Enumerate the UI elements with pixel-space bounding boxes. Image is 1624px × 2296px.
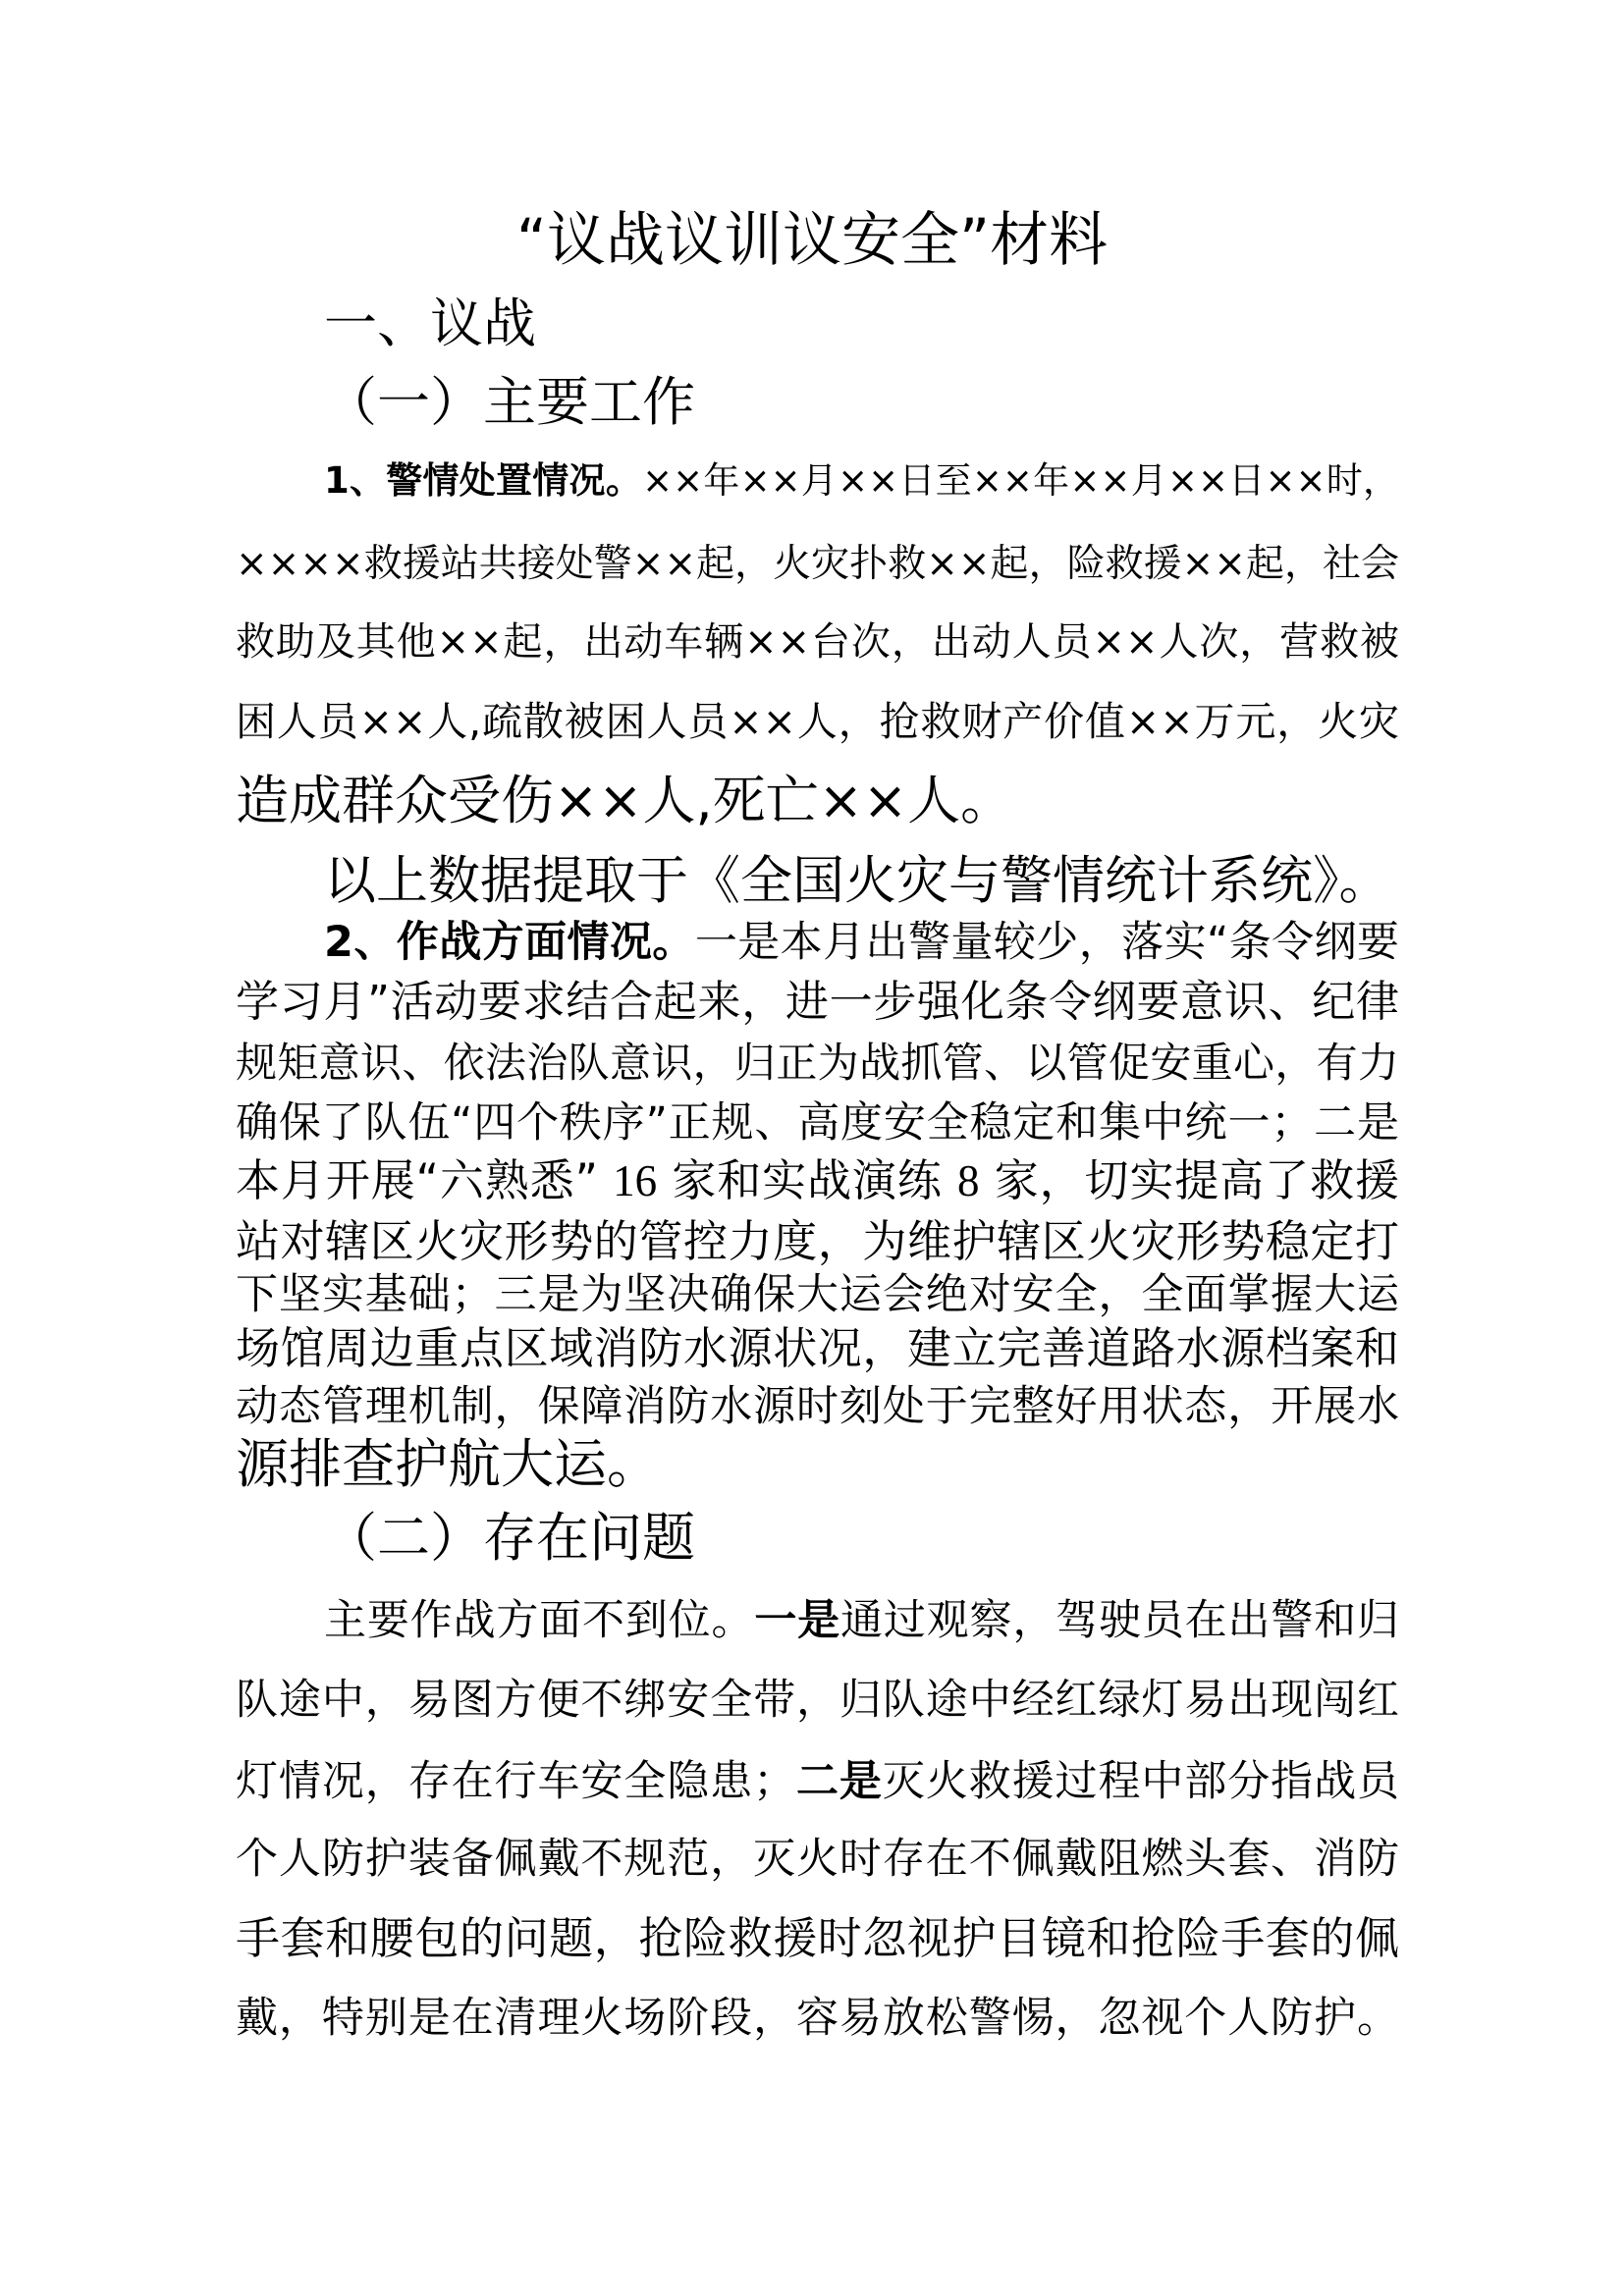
paragraph-line: 个人防护装备佩戴不规范，灭火时存在不佩戴阻燃头套、消防 <box>236 1835 1399 1884</box>
bold-marker: 二是 <box>795 1757 883 1806</box>
section-heading-combat: 一、议战 <box>324 293 536 354</box>
paragraph-line: 戴，特别是在清理火场阶段，容易放松警惕，忽视个人防护。 <box>236 1994 1399 2043</box>
line-text: 主要作战方面不到位。 <box>324 1596 755 1645</box>
paragraph-line: 困人员××人,疏散被困人员××人，抢救财产价值××万元，火灾 <box>236 698 1399 745</box>
paragraph-line: 下坚实基础；三是为坚决确保大运会绝对安全，全面掌握大运 <box>236 1270 1399 1319</box>
paragraph-lead: 2、作战方面情况。 <box>324 918 695 967</box>
paragraph-line: 学习月”活动要求结合起来，进一步强化条令纲要意识、纪律 <box>236 977 1399 1027</box>
paragraph-line: 救助及其他××起，出动车辆××台次，出动人员××人次，营救被 <box>236 619 1399 665</box>
paragraph-line: 规矩意识、依法治队意识，归正为战抓管、以管促安重心，有力 <box>236 1039 1399 1087</box>
line-text: 一是本月出警量较少，落实“条令纲要 <box>694 918 1399 967</box>
paragraph-line: 场馆周边重点区域消防水源状况，建立完善道路水源档案和 <box>236 1322 1399 1374</box>
document-title: “议战议训议安全”材料 <box>515 206 1109 275</box>
paragraph-line: 动态管理机制，保障消防水源时刻处于完整好用状态，开展水 <box>236 1382 1399 1431</box>
bold-marker: 一是 <box>754 1596 841 1645</box>
paragraph-line: 造成群众受伤××人,死亡××人。 <box>236 770 1014 831</box>
paragraph-lead: 1、警情处置情况。 <box>324 459 643 502</box>
paragraph-line <box>324 1586 1399 1655</box>
line-text: 家，切实提高了救援 <box>994 1154 1399 1206</box>
line-text: 家和实战演练 <box>672 1154 943 1206</box>
count-familiarization: 16 <box>613 1156 658 1205</box>
line-text: 灭火救援过程中部分指战员 <box>882 1757 1400 1806</box>
paragraph-line <box>324 908 1399 977</box>
paragraph-line <box>324 447 1399 515</box>
paragraph-line: 站对辖区火灾形势的管控力度，为维护辖区火灾形势稳定打 <box>236 1215 1399 1267</box>
paragraph-line: 队途中，易图方便不绑安全带，归队途中经红绿灯易出现闯红 <box>236 1676 1399 1725</box>
line-text: 通过观察，驾驶员在出警和归 <box>840 1596 1400 1645</box>
paragraph-line: 源排查护航大运。 <box>236 1433 660 1495</box>
paragraph-line <box>236 1747 1399 1816</box>
line-text: ××年××月××日至××年××月××日××时， <box>642 459 1399 502</box>
subsection-heading-main-work: （一）主要工作 <box>324 371 695 433</box>
paragraph-line <box>236 1147 1399 1215</box>
subsection-heading-problems: （二）存在问题 <box>324 1507 695 1569</box>
paragraph-line: 确保了队伍“四个秩序”正规、高度安全稳定和集中统一；二是 <box>236 1098 1399 1148</box>
paragraph-line: ××××救援站共接处警××起，火灾扑救××起，险救援××起，社会 <box>236 542 1399 586</box>
line-text: 灯情况，存在行车安全隐患； <box>236 1757 796 1806</box>
paragraph-line: 手套和腰包的问题，抢险救援时忽视护目镜和抢险手套的佩 <box>236 1912 1399 1964</box>
count-drills: 8 <box>957 1156 980 1205</box>
line-text: 本月开展“六熟悉” <box>236 1154 598 1206</box>
source-note: 以上数据提取于《全国火灾与警情统计系统》。 <box>324 851 1391 911</box>
